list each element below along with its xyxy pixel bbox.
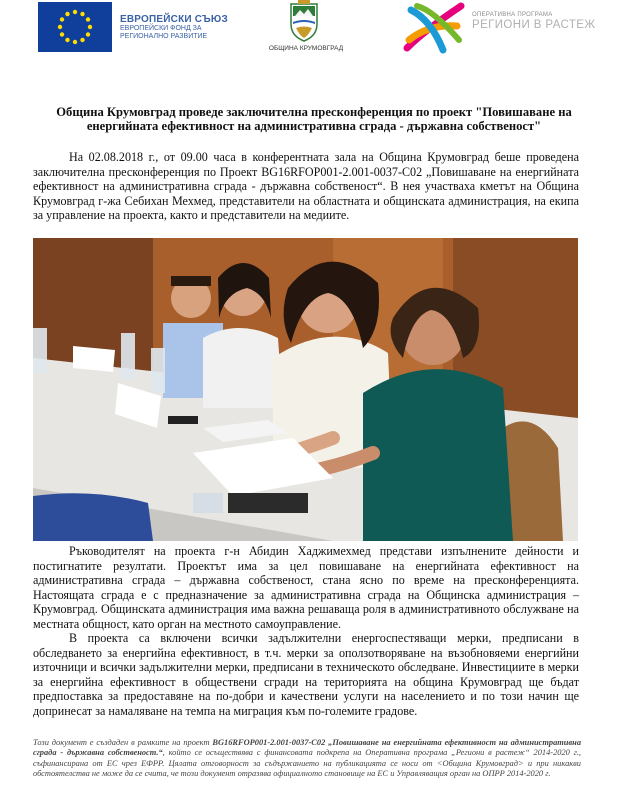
- eu-subtitle-2: РЕГИОНАЛНО РАЗВИТИЕ: [120, 33, 208, 40]
- article-paragraph-3: В проекта са включени всички задължителни енергоспестяващи мерки, предписани в обследването за енергийна ефективност, в т.ч. мерки за оползотворяване на възобновяеми енергийни източници и всички задължителни мерки, предписани в техническото обследване. Инвестициите в мерки за енергийна ефективност в обществени сгради на територията на община Крумовград ще бъдат предпоставка за предоставяне на по-добри и качествени услуги на населението и по този начин ще допринесат за намаляване на темпа на миграция към по-големите градове.: [33, 631, 579, 718]
- page-header: [0, 0, 631, 62]
- press-conference-photo: [33, 238, 578, 541]
- eu-flag-icon: [38, 2, 112, 52]
- eu-star-icon: [73, 10, 77, 14]
- municipality-crest-icon: [288, 0, 320, 42]
- article-paragraph-2: Ръководителят на проекта г-н Абидин Хаджимехмед представи изпълнените дейности и постигнатите резултати. Проектът има за цел повишаване на енергийната ефективност на административна сграда – държавна собственост, стана ясно по време на пресконференцията. Настоящата сграда е с предназначение за административна сграда на Общинска администрация – Крумовград. Общинската администрация има важна решаваща роля в административното обслужване на местната общност, като орган на местното самоуправление.: [33, 544, 579, 631]
- eu-star-icon: [60, 32, 64, 36]
- eu-star-icon: [86, 17, 90, 21]
- eu-star-icon: [65, 12, 69, 16]
- press-conference-photo-image: [33, 238, 578, 541]
- footer-lead: Този документ е създаден в рамките на проект: [33, 738, 213, 747]
- footer-rest: , който се осъществява с финансовата подкрепа на Оперативна програма „Региони в растеж“ 2014-2020 г., съфинансирана от ЕС чрез ЕФРР. Цялата отговорност за съдържанието на публикацията се носи от <Община Крумовград> и при никакви обстоятелства не може да се счита, че този документ отразява официалното становище на ЕС и Управляващия орган на ОПРР 2014-2020 г.: [33, 748, 582, 779]
- program-label: [472, 12, 595, 31]
- municipality-label: ОБЩИНА КРУМОВГРАД: [268, 45, 344, 52]
- eu-star-icon: [65, 38, 69, 42]
- eu-title: ЕВРОПЕЙСКИ СЪЮЗ: [120, 14, 228, 25]
- eu-star-icon: [80, 12, 84, 16]
- footer-project: BG16RFOP001-2.001-0037-C02 „Повишаване на енергийната ефективност на административна сграда - държавна собственост.“: [33, 738, 582, 758]
- eu-fund-label: [120, 14, 228, 41]
- regions-in-growth-logo-icon: [403, 0, 465, 56]
- program-small-label: ОПЕРАТИВНА ПРОГРАМА: [472, 12, 553, 18]
- eu-star-icon: [88, 25, 92, 29]
- eu-star-icon: [86, 32, 90, 36]
- footer-disclaimer: [33, 738, 581, 780]
- eu-star-icon: [80, 38, 84, 42]
- eu-star-icon: [73, 40, 77, 44]
- article-paragraph-1: На 02.08.2018 г., от 09.00 часа в конферентната зала на Община Крумовград беше проведена заключителна пресконференция по Проект BG16RFOP001-2.001-0037-C02 „Повишаване на енергийната ефективност на административна сграда - държавна собственост“. В нея участваха кметът на Община Крумовград г-жа Себихан Мехмед, представители на областната и общинската администрация, на екипа за управление на проекта, както и представители на медиите.: [33, 150, 579, 223]
- eu-subtitle-1: ЕВРОПЕЙСКИ ФОНД ЗА: [120, 25, 202, 32]
- article-title: Община Крумовград проведе заключителна пресконференция по проект "Повишаване на енергийната ефективност на административна сграда - държавна собственост": [56, 105, 572, 133]
- eu-star-icon: [58, 25, 62, 29]
- program-big-label: РЕГИОНИ В РАСТЕЖ: [472, 19, 596, 31]
- eu-star-icon: [60, 17, 64, 21]
